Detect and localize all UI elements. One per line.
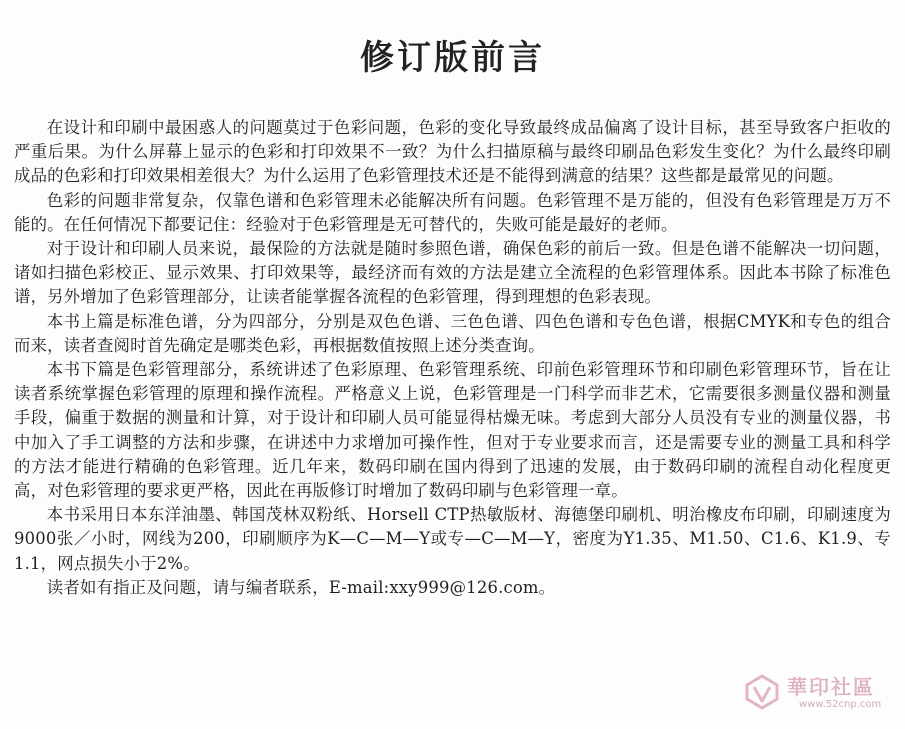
watermark-logo-icon — [743, 673, 781, 711]
preface-body — [14, 116, 891, 600]
paragraph-contact: 读者如有指正及问题，请与编者联系，E-mail:xxy999@126.com。 — [46, 577, 556, 597]
paragraph-printing-specs: 本书采用日本东洋油墨、韩国茂林双粉纸、Horsell CTP热敏版材、海德堡印刷机、明治橡皮布印刷，印刷速度为9000张／小时，网线为200，印刷顺序为K—C—M—Y或专—C—M—Y，密度为Y1.35、M1.50、C1.6、K1.9、专1.1，网点损失小于2%。 — [14, 505, 891, 573]
paragraph-color-complexity: 色彩的问题非常复杂，仅靠色谱和色彩管理未必能解决所有问题。色彩管理不是万能的，但没有色彩管理是万万不能的。在任何情况下都要记住：经验对于色彩管理是无可替代的，失败可能是最好的老师。 — [14, 190, 891, 234]
page-title: 修订版前言 — [360, 38, 545, 78]
watermark-name: 華印社區 — [787, 675, 875, 699]
watermark-url: www.52cnp.com — [799, 699, 882, 710]
paragraph-color-problems: 在设计和印刷中最困惑人的问题莫过于色彩问题，色彩的变化导致最终成品偏离了设计目标，甚至导致客户拒收的严重后果。为什么屏幕上显示的色彩和打印效果不一致？为什么扫描原稿与最终印刷品色彩发生变化？为什么最终印刷成品的色彩和打印效果相差很大？为什么运用了色彩管理技术还是不能得到满意的结果？这些都是最常见的问题。 — [14, 118, 891, 186]
watermark — [743, 669, 893, 719]
paragraph-part-two: 本书下篇是色彩管理部分，系统讲述了色彩原理、色彩管理系统、印前色彩管理环节和印刷色彩管理环节，旨在让读者系统掌握色彩管理的原理和操作流程。严格意义上说，色彩管理是一门科学而非艺术，它需要很多测量仪器和测量手段，偏重于数据的测量和计算，对于设计和印刷人员可能显得枯燥无味。考虑到大部分人员没有专业的测量仪器，书中加入了手工调整的方法和步骤，在讲述中力求增加可操作性，但对于专业要求而言，还是需要专业的测量工具和科学的方法才能进行精确的色彩管理。近几年来，数码印刷在国内得到了迅速的发展，由于数码印刷的流程自动化程度更高，对色彩管理的要求更严格，因此在再版修订时增加了数码印刷与色彩管理一章。 — [14, 360, 891, 501]
paragraph-safest-method: 对于设计和印刷人员来说，最保险的方法就是随时参照色谱，确保色彩的前后一致。但是色谱不能解决一切问题，诸如扫描色彩校正、显示效果、打印效果等，最经济而有效的方法是建立全流程的色彩管理体系。因此本书除了标准色谱，另外增加了色彩管理部分，让读者能掌握各流程的色彩管理，得到理想的色彩表现。 — [14, 239, 891, 307]
paragraph-part-one: 本书上篇是标准色谱，分为四部分，分别是双色色谱、三色色谱、四色色谱和专色色谱，根据CMYK和专色的组合而来，读者查阅时首先确定是哪类色彩，再根据数值按照上述分类查询。 — [14, 311, 891, 355]
